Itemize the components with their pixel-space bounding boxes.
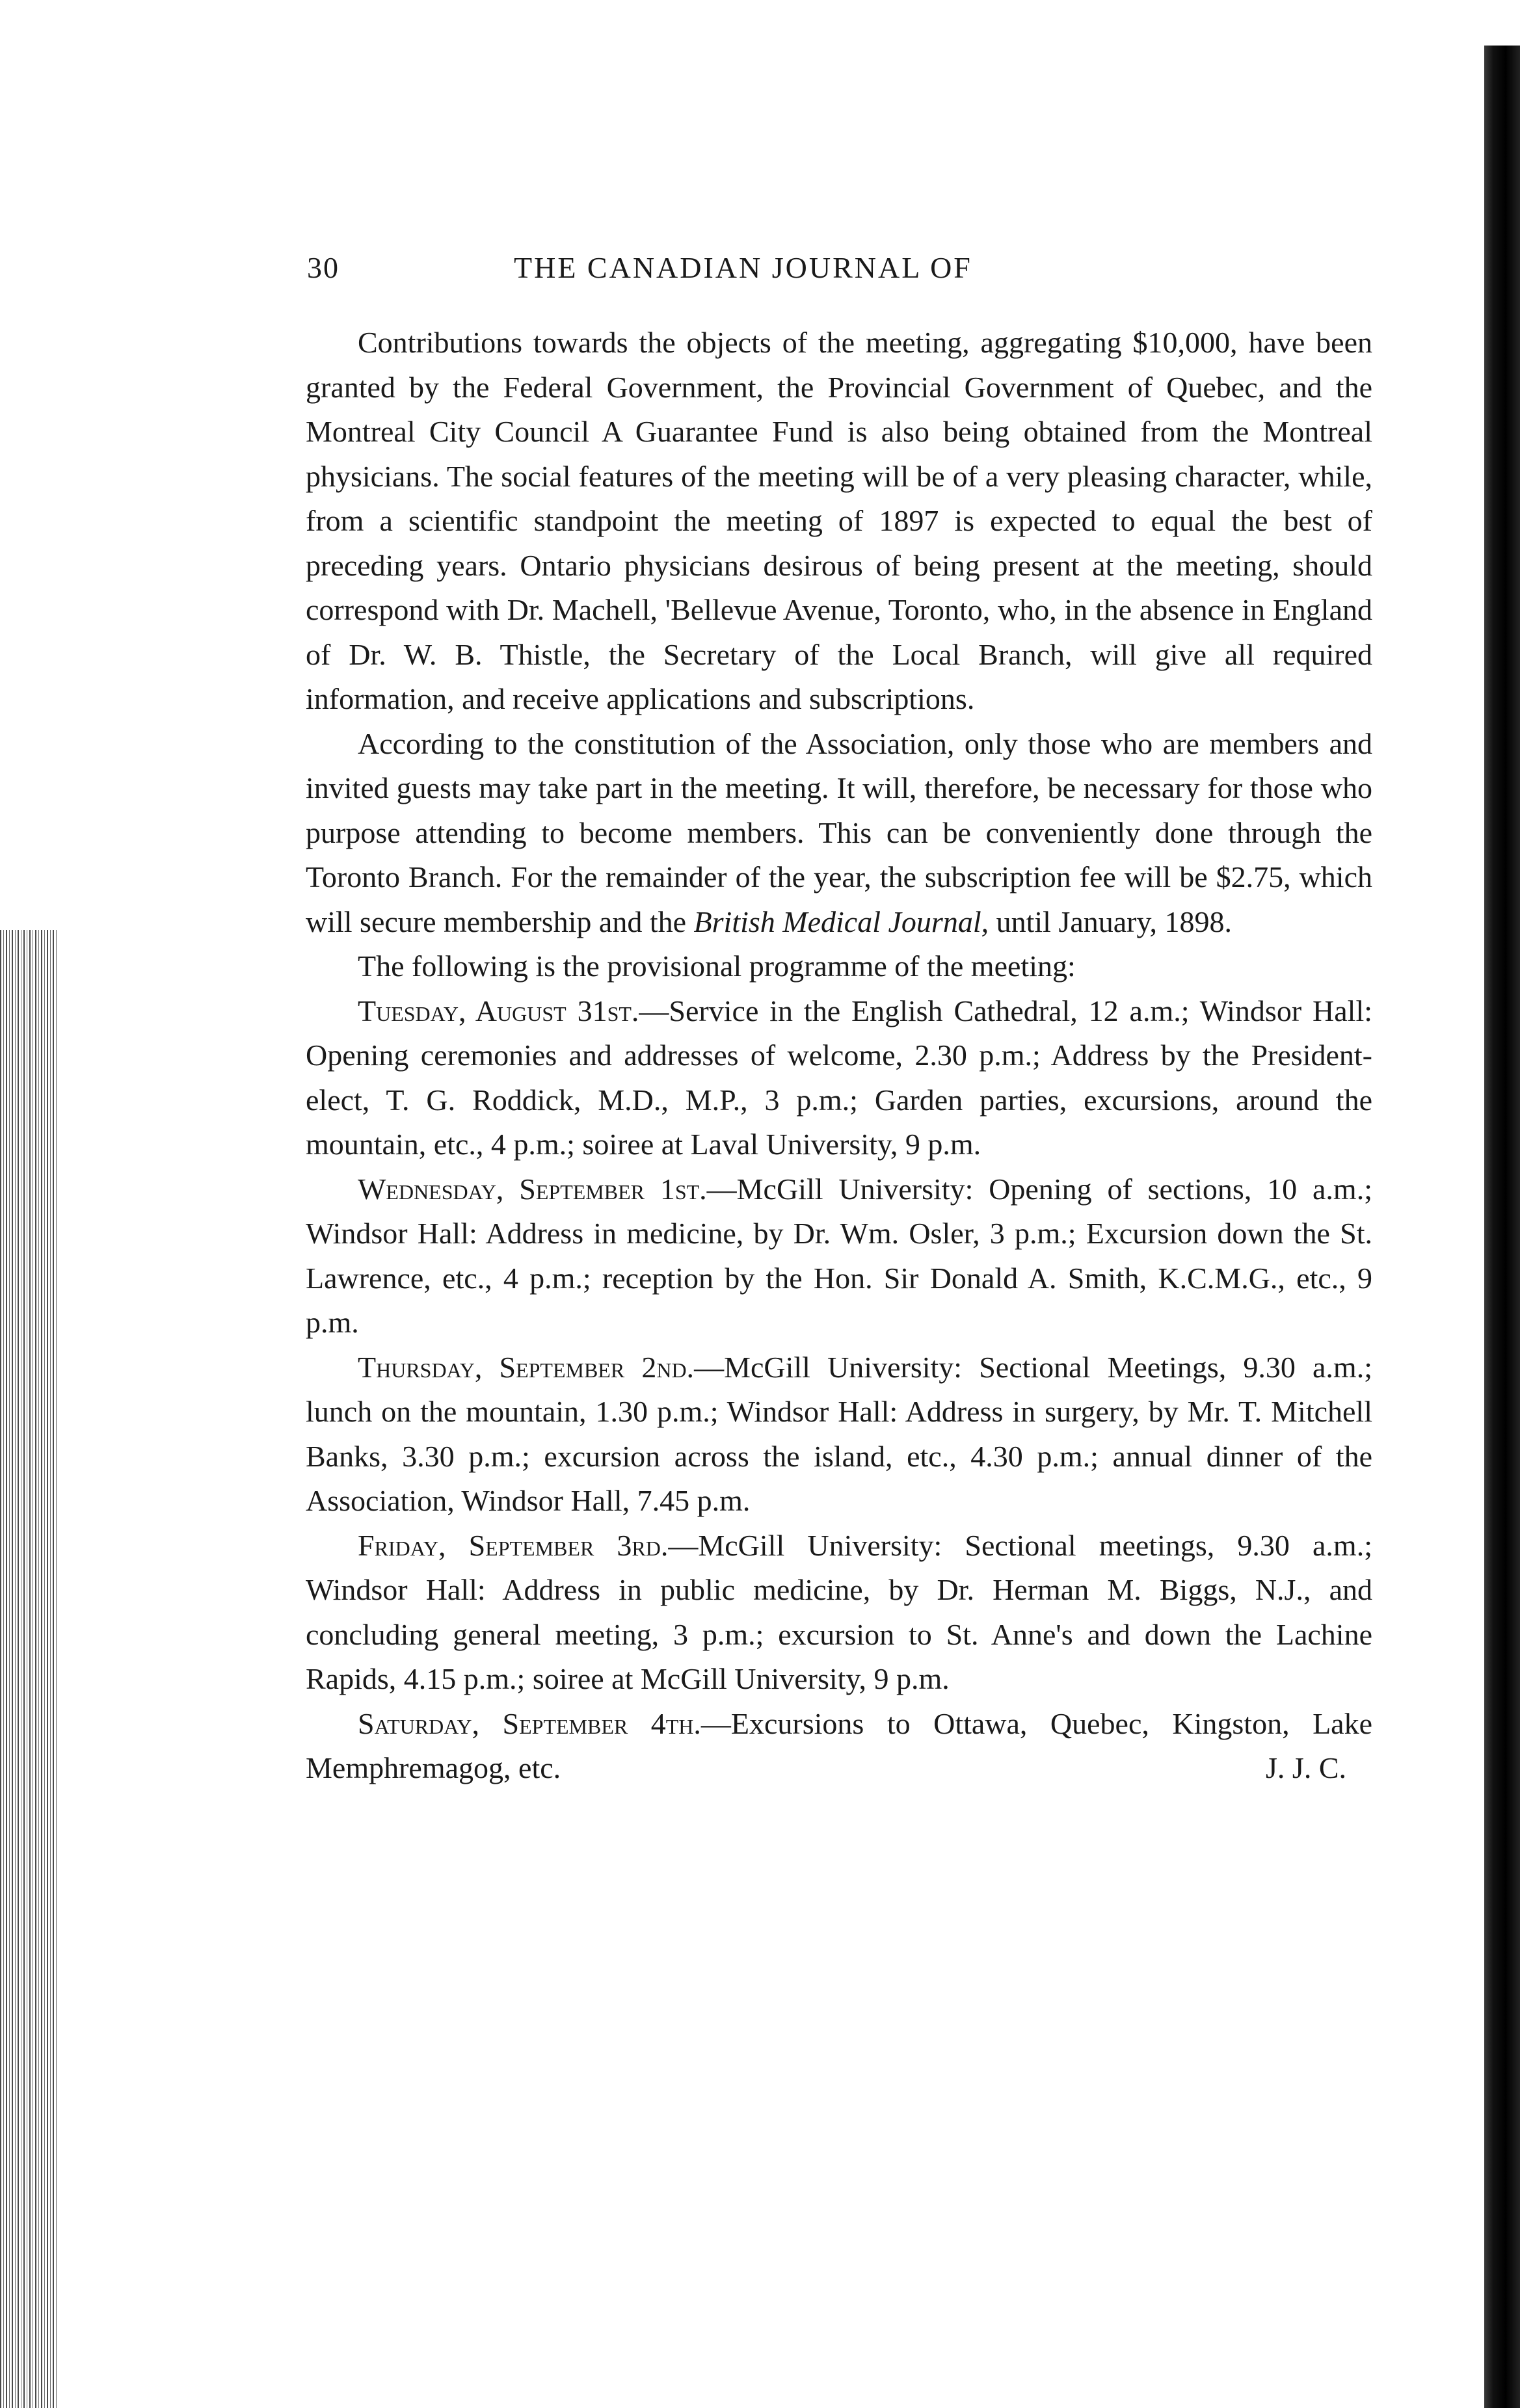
programme-saturday [306, 1702, 1372, 1791]
programme-wednesday [306, 1167, 1372, 1345]
day-label-wednesday: Wednesday, September 1st. [358, 1172, 707, 1206]
paragraph-constitution-text: According to the constitution of the Association, only those who are members and invited guests may take part in the meeting. It will, therefore, be necessary for those who purpose attending to become members. This can be conveniently done through the Toronto Branch. For the remainder of the year, the subscription fee will be $2.75, which will secure membership and the [306, 726, 1372, 938]
day-text-saturday: —Excursions to Ottawa, Quebec, Kingston, Lake Memphremagog, etc. [306, 1706, 1373, 1784]
day-text-tuesday: —Service in the English Cathedral, 12 a.m.; Windsor Hall: Opening ceremonies and addresses of welcome, 2.30 p.m.; Address by the President-elect, T. G. Roddick, M.D., M.P., 3 p.m.; Garden parties, excursions, around the mountain, etc., 4 p.m.; soiree at Laval University, 9 p.m. [306, 994, 1373, 1161]
paragraph-constitution [306, 722, 1372, 945]
page-number: 30 [307, 251, 340, 284]
author-signature: J. J. C. [1266, 1751, 1346, 1784]
paragraph-contributions: Contributions towards the objects of the meeting, aggregating $10,000, have been granted by the Federal Government, the Provincial Government of Quebec, and the Montreal City Council A Guarantee Fund is also being obtained from the Montreal physicians. The social features of the meeting will be of a very pleasing character, while, from a scientific standpoint the meeting of 1897 is expected to equal the best of preceding years. Ontario physicians desirous of being present at the meeting, should correspond with Dr. Machell, 'Bellevue Avenue, Toronto, who, in the absence in England of Dr. W. B. Thistle, the Secretary of the Local Branch, will give all required information, and receive applications and subscriptions. [306, 326, 1372, 715]
day-label-tuesday: Tuesday, August 31st. [358, 994, 639, 1027]
paragraph-programme-intro: The following is the provisional programme of the meeting: [358, 949, 1076, 983]
scan-edge-left [0, 930, 59, 2408]
programme-tuesday [306, 989, 1372, 1167]
day-label-saturday: Saturday, September 4th. [358, 1706, 701, 1740]
programme-friday [306, 1524, 1372, 1702]
day-text-wednesday: —McGill University: Opening of sections, 10 a.m.; Windsor Hall: Address in medicine, by Dr. Wm. Osler, 3 p.m.; Excursion down the St. Lawrence, etc., 4 p.m.; reception by the Hon. Sir Donald A. Smith, K.C.M.G., etc., 9 p.m. [306, 1172, 1372, 1339]
journal-title: THE CANADIAN JOURNAL OF [514, 251, 972, 284]
day-text-thursday: —McGill University: Sectional Meetings, 9.30 a.m.; lunch on the mountain, 1.30 p.m.; Windsor Hall: Address in surgery, by Mr. T. Mitchell Banks, 3.30 p.m.; excursion across the island, etc., 4.30 p.m.; annual dinner of the Association, Windsor Hall, 7.45 p.m. [306, 1350, 1372, 1517]
scan-edge-right [1484, 46, 1520, 2408]
article-body [306, 321, 1372, 1791]
journal-page [306, 244, 1372, 1791]
running-head [306, 244, 1372, 302]
day-label-thursday: Thursday, September 2nd. [358, 1350, 695, 1384]
programme-thursday [306, 1345, 1372, 1524]
journal-name-italic: British Medical Journal, [693, 905, 989, 938]
paragraph-constitution-end: until January, 1898. [989, 905, 1233, 938]
day-label-friday: Friday, September 3rd. [358, 1528, 669, 1562]
scan-edge-right-top [1500, 0, 1520, 46]
day-text-friday: —McGill University: Sectional meetings, 9.30 a.m.; Windsor Hall: Address in public medicine, by Dr. Herman M. Biggs, N.J., and concluding general meeting, 3 p.m.; excursion to St. Anne's and down the Lachine Rapids, 4.15 p.m.; soiree at McGill University, 9 p.m. [306, 1528, 1372, 1695]
